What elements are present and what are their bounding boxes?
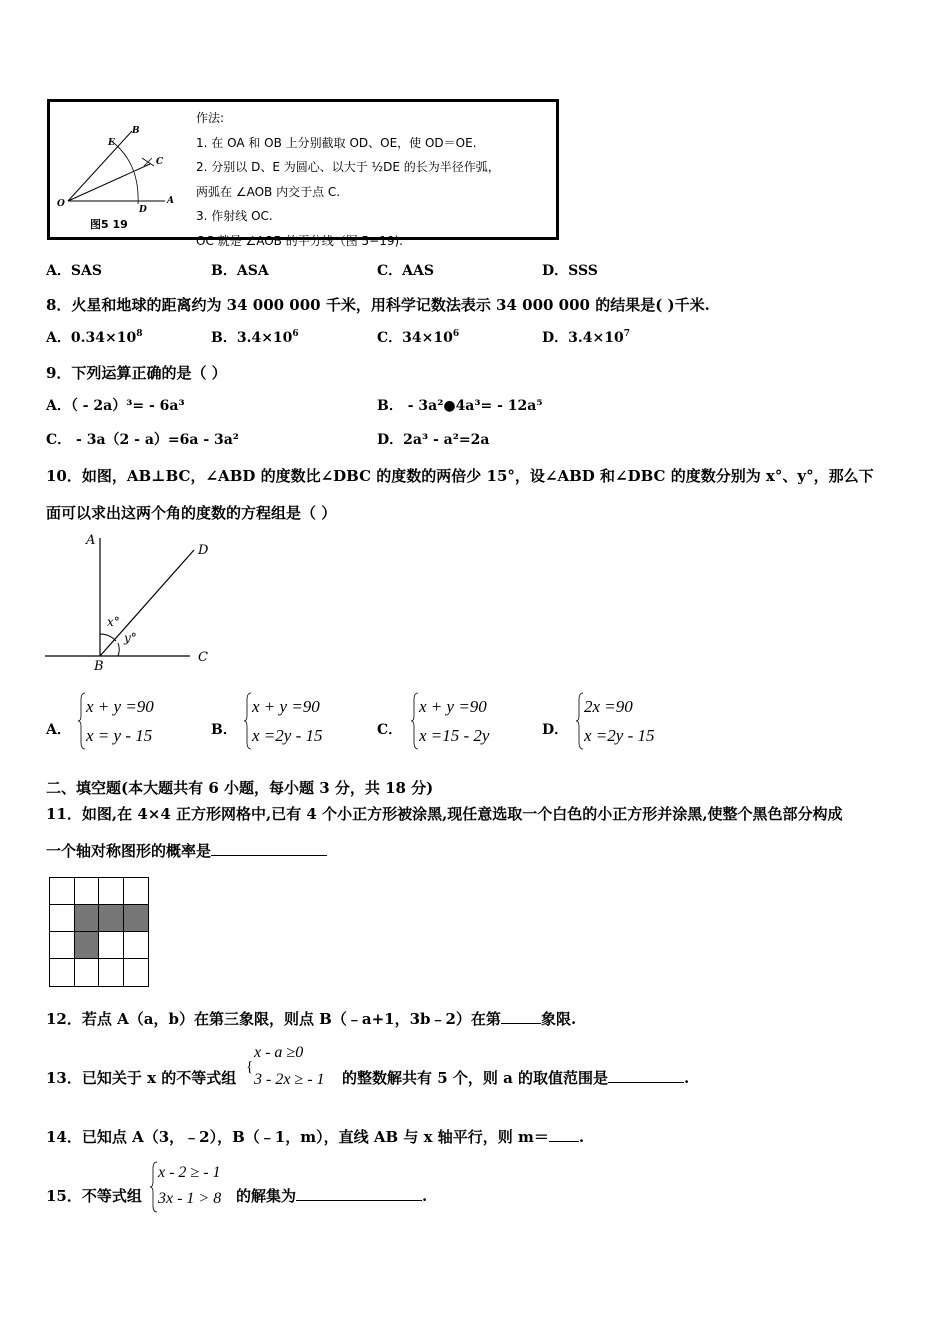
grid-cell-white[interactable] — [49, 958, 75, 987]
grid-cell-white[interactable] — [49, 931, 75, 960]
point-b-label: B — [94, 659, 104, 674]
point-d-label: D — [139, 205, 147, 215]
equation-2: x = y - 15 — [86, 726, 153, 745]
equation-2: x =2y - 15 — [252, 726, 323, 745]
grid-cell-white[interactable] — [123, 958, 149, 987]
answer-blank[interactable] — [501, 1009, 541, 1024]
q13-stem-before: 13．已知关于 x 的不等式组 — [46, 1069, 237, 1087]
q11-stem-line2: 一个轴对称图形的概率是 — [46, 841, 327, 861]
grid-cell-white[interactable] — [49, 877, 75, 906]
grid-cell-white[interactable] — [98, 958, 124, 987]
q10-option-c[interactable] — [411, 692, 521, 752]
q8-stem: 8．火星和地球的距离约为 34 000 000 千米，用科学记数法表示 34 000 000 的结果是( )千米. — [46, 296, 710, 314]
q13-inequality-system: { x - a ≥0 3 - 2x ≥ - 1 — [246, 1040, 342, 1094]
answer-blank[interactable] — [549, 1127, 579, 1142]
angle-y-label: y° — [124, 631, 137, 645]
equation-1: x + y =90 — [419, 697, 487, 716]
q10-stem-line2: 面可以求出这两个角的度数的方程组是（ ） — [46, 504, 337, 522]
answer-blank[interactable] — [608, 1068, 684, 1083]
q10-option-d-label: D． — [542, 722, 569, 738]
q14-stem: 14．已知点 A（3，﹣2），B（﹣1，m），直线 AB 与 x 轴平行，则 m＝ . — [46, 1128, 585, 1146]
construction-step: 作法: — [196, 111, 225, 125]
figure-caption: 图5 19 — [90, 218, 128, 231]
point-o-label: O — [57, 199, 65, 209]
q7-option-c[interactable]: C．AAS — [377, 263, 434, 279]
grid-cell-shaded — [74, 931, 100, 960]
equation-1: 2x =90 — [584, 697, 633, 716]
q7-option-a[interactable]: A．SAS — [46, 263, 102, 279]
inequality-1: x - a ≥0 — [254, 1044, 304, 1061]
grid-cell-white[interactable] — [74, 958, 100, 987]
equation-1: x + y =90 — [86, 697, 154, 716]
section-2-title: 二、填空题(本大题共有 6 小题，每小题 3 分，共 18 分) — [46, 779, 434, 797]
q7-option-d[interactable]: D．SSS — [542, 263, 598, 279]
construction-step: 3. 作射线 OC. — [196, 209, 273, 223]
q10-option-d[interactable] — [576, 692, 686, 752]
q13-stem-after: 的整数解共有 5 个，则 a 的取值范围是 . — [342, 1069, 690, 1087]
inequality-2: 3x - 1 > 8 — [158, 1190, 222, 1207]
point-d-label: D — [198, 543, 209, 558]
q10-option-a-label: A． — [46, 722, 71, 738]
inequality-1: x - 2 ≥ - 1 — [158, 1164, 221, 1181]
construction-step: 2. 分别以 D、E 为圆心、以大于 ½DE 的长为半径作弧， — [196, 160, 500, 174]
angle-x-label: x° — [107, 615, 120, 629]
point-c-label: C — [198, 650, 208, 665]
construction-step: 两弧在 ∠AOB 内交于点 C. — [196, 184, 341, 199]
equation-2: x =15 - 2y — [419, 726, 490, 745]
q9-option-d[interactable]: D．2a³ - a²=2a — [377, 432, 490, 448]
answer-blank[interactable] — [211, 841, 327, 856]
equation-1: x + y =90 — [252, 697, 320, 716]
q9-stem: 9．下列运算正确的是（ ） — [46, 364, 227, 382]
q9-option-b[interactable]: B． - 3a²●4a³= - 12a⁵ — [377, 398, 543, 414]
q10-option-b[interactable] — [244, 692, 354, 752]
q10-angle-diagram — [40, 528, 230, 676]
q8-option-c[interactable]: C．$34\times 10^6$ — [377, 329, 460, 346]
q10-stem-line1: 10．如图，AB⊥BC，∠ABD 的度数比∠DBC 的度数的两倍少 15°，设∠ABD 和∠DBC 的度数分别为 x°、y°，那么下 — [46, 467, 874, 485]
grid-cell-white[interactable] — [49, 904, 75, 933]
grid-cell-shaded — [123, 904, 149, 933]
point-a-label: A — [86, 533, 96, 548]
q9-option-c[interactable]: C． - 3a（2 - a）=6a - 3a² — [46, 432, 239, 448]
grid-cell-white[interactable] — [98, 877, 124, 906]
q10-option-c-label: C． — [377, 722, 403, 738]
q9-option-a[interactable]: A．（ - 2a）³= - 6a³ — [46, 398, 185, 414]
q12-stem: 12．若点 A（a，b）在第三象限，则点 B（﹣a+1，3b﹣2）在第 象限. — [46, 1010, 577, 1028]
grid-cell-shaded — [74, 904, 100, 933]
q7-option-b[interactable]: B．ASA — [211, 263, 269, 279]
q10-option-a[interactable] — [78, 692, 188, 752]
grid-cell-white[interactable] — [74, 877, 100, 906]
point-a-label: A — [167, 196, 174, 206]
grid-cell-white[interactable] — [123, 877, 149, 906]
q11-4x4-grid — [49, 877, 147, 985]
angle-bisector-diagram — [50, 102, 200, 232]
construction-step: OC 就是 ∠AOB 的平分线（图 5−19). — [196, 233, 403, 248]
grid-cell-white[interactable] — [98, 931, 124, 960]
q8-option-a[interactable]: A．$0.34\times 10^8$ — [46, 329, 143, 346]
construction-steps — [196, 106, 500, 253]
grid-cell-shaded — [98, 904, 124, 933]
inequality-2: 3 - 2x ≥ - 1 — [254, 1071, 325, 1088]
q15-stem-after: 的解集为 . — [236, 1187, 428, 1205]
q11-stem-line1: 11．如图,在 4×4 正方形网格中,已有 4 个小正方形被涂黑,现任意选取一个白色的小正方形并涂黑,使整个黑色部分构成 — [46, 805, 843, 823]
point-b-label: B — [132, 126, 140, 136]
q8-option-d[interactable]: D．$3.4\times 10^7$ — [542, 329, 630, 346]
q15-inequality-system — [150, 1160, 236, 1214]
grid-cell-white[interactable] — [123, 931, 149, 960]
figure-5-19 — [47, 99, 559, 248]
point-e-label: E — [108, 138, 115, 148]
construction-step: 1. 在 OA 和 OB 上分别截取 OD、OE，使 OD＝OE. — [196, 135, 477, 150]
answer-blank[interactable] — [296, 1186, 422, 1201]
q15-stem-before: 15．不等式组 — [46, 1187, 142, 1205]
point-c-label: C — [156, 157, 164, 167]
q8-option-b[interactable]: B．$3.4\times 10^6$ — [211, 329, 299, 346]
equation-2: x =2y - 15 — [584, 726, 655, 745]
q10-option-b-label: B． — [211, 722, 237, 738]
